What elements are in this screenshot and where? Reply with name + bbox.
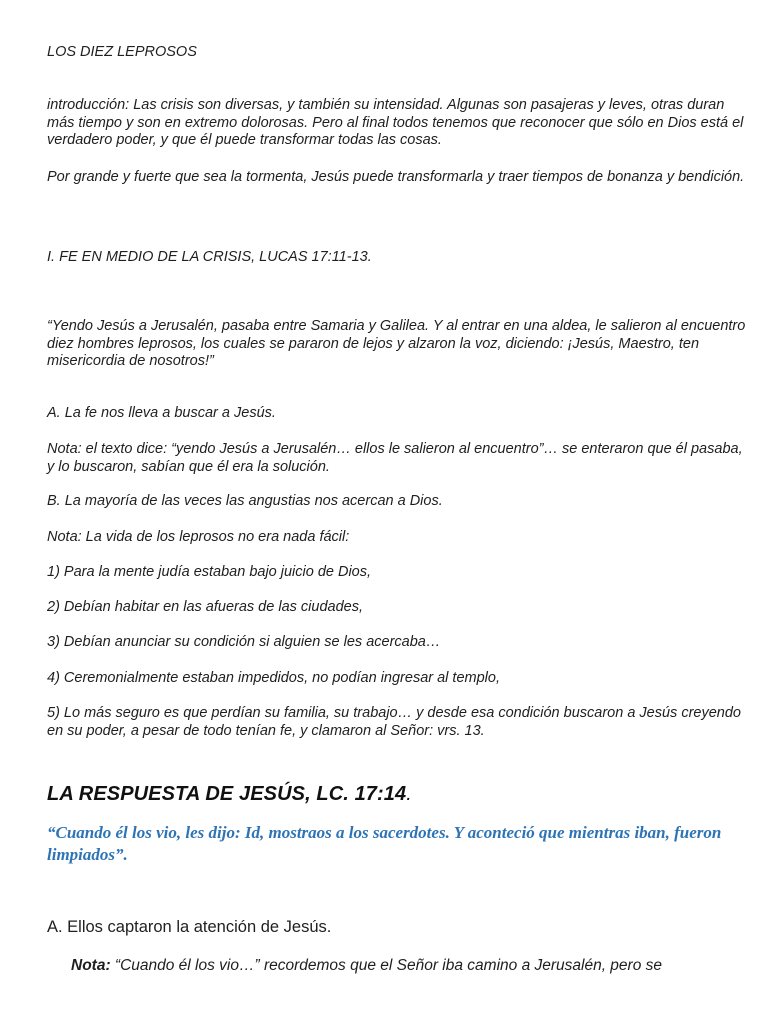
- intro-paragraph-2: Por grande y fuerte que sea la tormenta, Jesús puede transformarla y traer tiempos de bonanza y bendición.: [47, 169, 745, 185]
- list-item-3: 3) Debían anunciar su condición si alguien se les acercaba…: [47, 634, 441, 650]
- scripture-quote-1: “Yendo Jesús a Jerusalén, pasaba entre Samaria y Galilea. Y al entrar en una aldea, le salieron al encuentro diez hombres leprosos, los cuales se pararon de lejos y alzaron la voz, diciendo: ¡Jesús, Maestro, ten misericordia de nosotros!”: [47, 318, 746, 369]
- list-item-1: 1) Para la mente judía estaban bajo juicio de Dios,: [47, 564, 372, 580]
- section-2-heading: [47, 783, 412, 806]
- scripture-quote-2: “Cuando él los vio, les dijo: Id, mostraos a los sacerdotes. Y aconteció que mientras iban, fueron limpiados”.: [47, 823, 722, 864]
- note-b: Nota: La vida de los leprosos no era nada fácil:: [47, 529, 350, 545]
- intro-paragraph: introducción: Las crisis son diversas, y también su intensidad. Algunas son pasajeras y leves, otras duran más tiempo y son en extremo dolorosas. Pero al final todos tenemos que reconocer que sólo en Dios está el verdadero poder, y que él puede transformar todas las cosas.: [47, 97, 744, 148]
- note-a: Nota: el texto dice: “yendo Jesús a Jerusalén… ellos le salieron al encuentro”… se enteraron que él pasaba, y lo buscaron, sabían que él era la solución.: [47, 441, 743, 475]
- document-title: LOS DIEZ LEPROSOS: [47, 44, 197, 60]
- section-2-heading-dot: .: [406, 783, 412, 805]
- section-1-heading: I. FE EN MEDIO DE LA CRISIS, LUCAS 17:11-13.: [47, 249, 372, 265]
- nota-label: Nota:: [71, 957, 111, 974]
- point-a: A. La fe nos lleva a buscar a Jesús.: [47, 405, 276, 421]
- point-a-2: A. Ellos captaron la atención de Jesús.: [47, 918, 332, 936]
- nota-text: “Cuando él los vio…” recordemos que el Señor iba camino a Jerusalén, pero se: [110, 957, 663, 974]
- list-item-5: 5) Lo más seguro es que perdían su familia, su trabajo… y desde esa condición buscaron a Jesús creyendo en su poder, a pesar de todo tenían fe, y clamaron al Señor: vrs. 13.: [47, 705, 741, 739]
- section-2-heading-text: LA RESPUESTA DE JESÚS, LC. 17:14: [47, 783, 407, 805]
- nota-paragraph: [71, 957, 751, 975]
- point-b: B. La mayoría de las veces las angustias nos acercan a Dios.: [47, 493, 443, 509]
- list-item-2: 2) Debían habitar en las afueras de las ciudades,: [47, 599, 363, 615]
- list-item-4: 4) Ceremonialmente estaban impedidos, no podían ingresar al templo,: [47, 670, 500, 686]
